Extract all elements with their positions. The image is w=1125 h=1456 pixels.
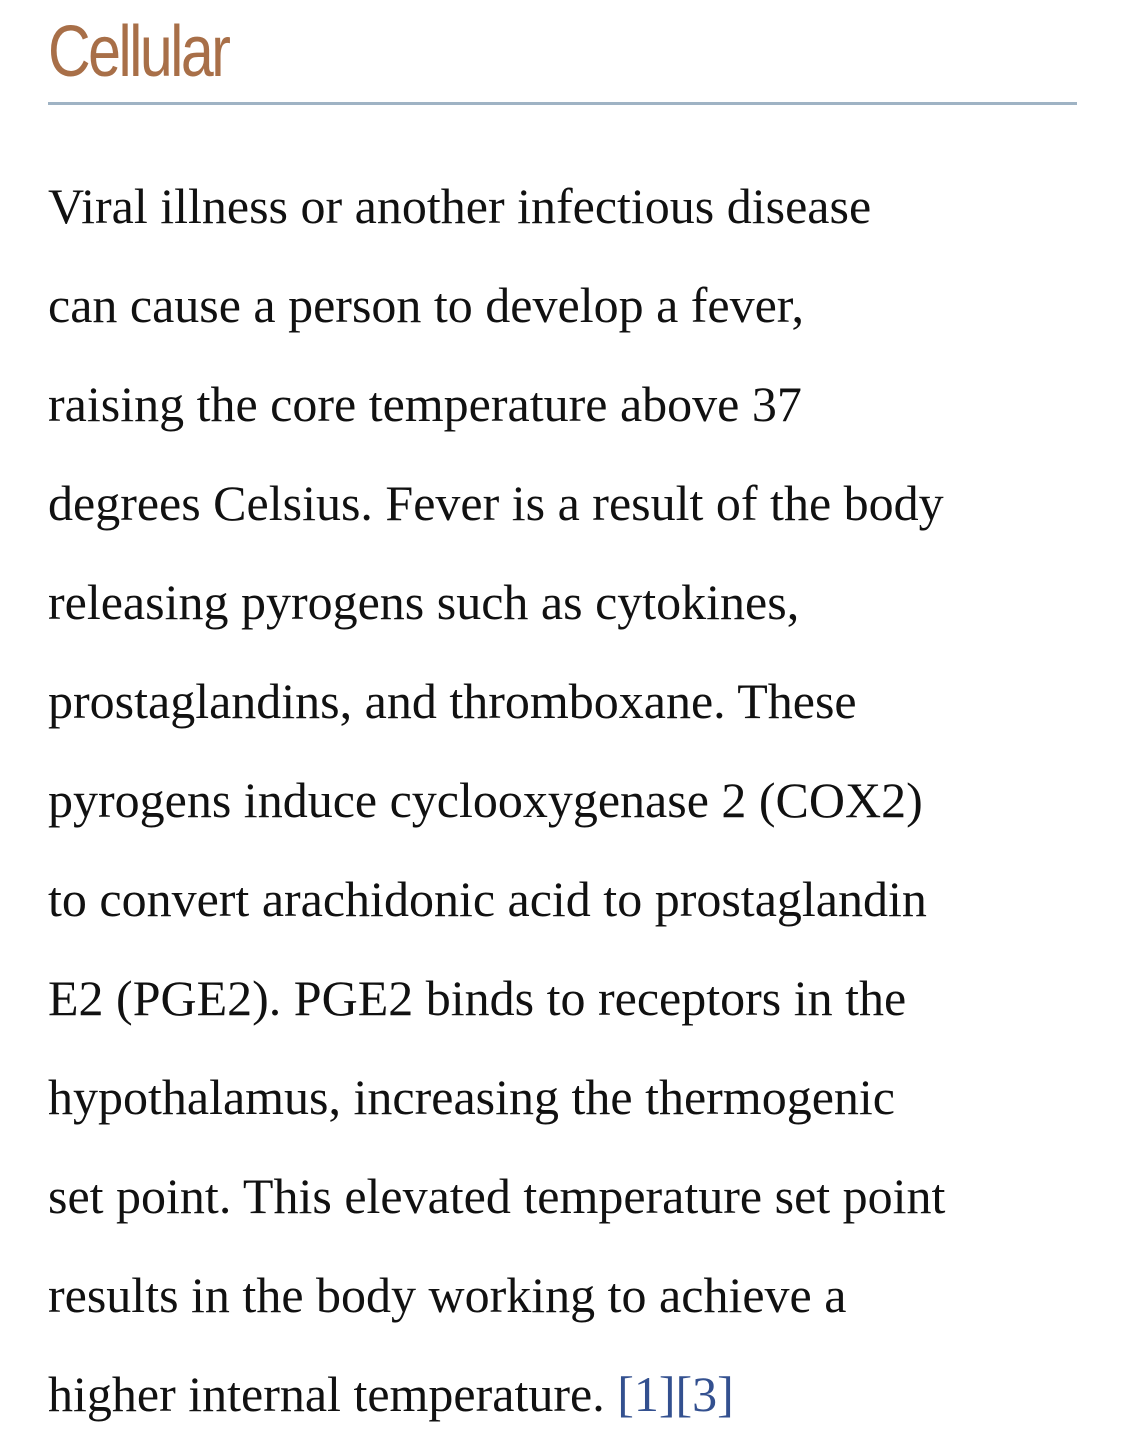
paragraph-line: set point. This elevated temperature set point [48, 1168, 946, 1224]
paragraph-line: releasing pyrogens such as cytokines, [48, 574, 800, 630]
paragraph-line: results in the body working to achieve a [48, 1267, 847, 1323]
paragraph-line: E2 (PGE2). PGE2 binds to receptors in the [48, 970, 907, 1026]
paragraph-line-text: higher internal temperature. [48, 1366, 605, 1422]
paragraph-line: can cause a person to develop a fever, [48, 277, 804, 333]
citation-link-3[interactable]: [3] [675, 1366, 734, 1422]
section-paragraph [48, 105, 1077, 1444]
paragraph-line: prostaglandins, and thromboxane. These [48, 673, 857, 729]
article-section [48, 0, 1077, 1444]
paragraph-line: raising the core temperature above 37 [48, 376, 802, 432]
paragraph-line: to convert arachidonic acid to prostaglandin [48, 871, 927, 927]
paragraph-last-line [48, 1345, 1077, 1444]
paragraph-line: hypothalamus, increasing the thermogenic [48, 1069, 895, 1125]
paragraph-line: degrees Celsius. Fever is a result of the body [48, 475, 944, 531]
paragraph-line: pyrogens induce cyclooxygenase 2 (COX2) [48, 772, 923, 828]
section-heading: Cellular [48, 12, 229, 92]
paragraph-line: Viral illness or another infectious disease [48, 178, 872, 234]
citation-link-1[interactable]: [1] [617, 1366, 676, 1422]
